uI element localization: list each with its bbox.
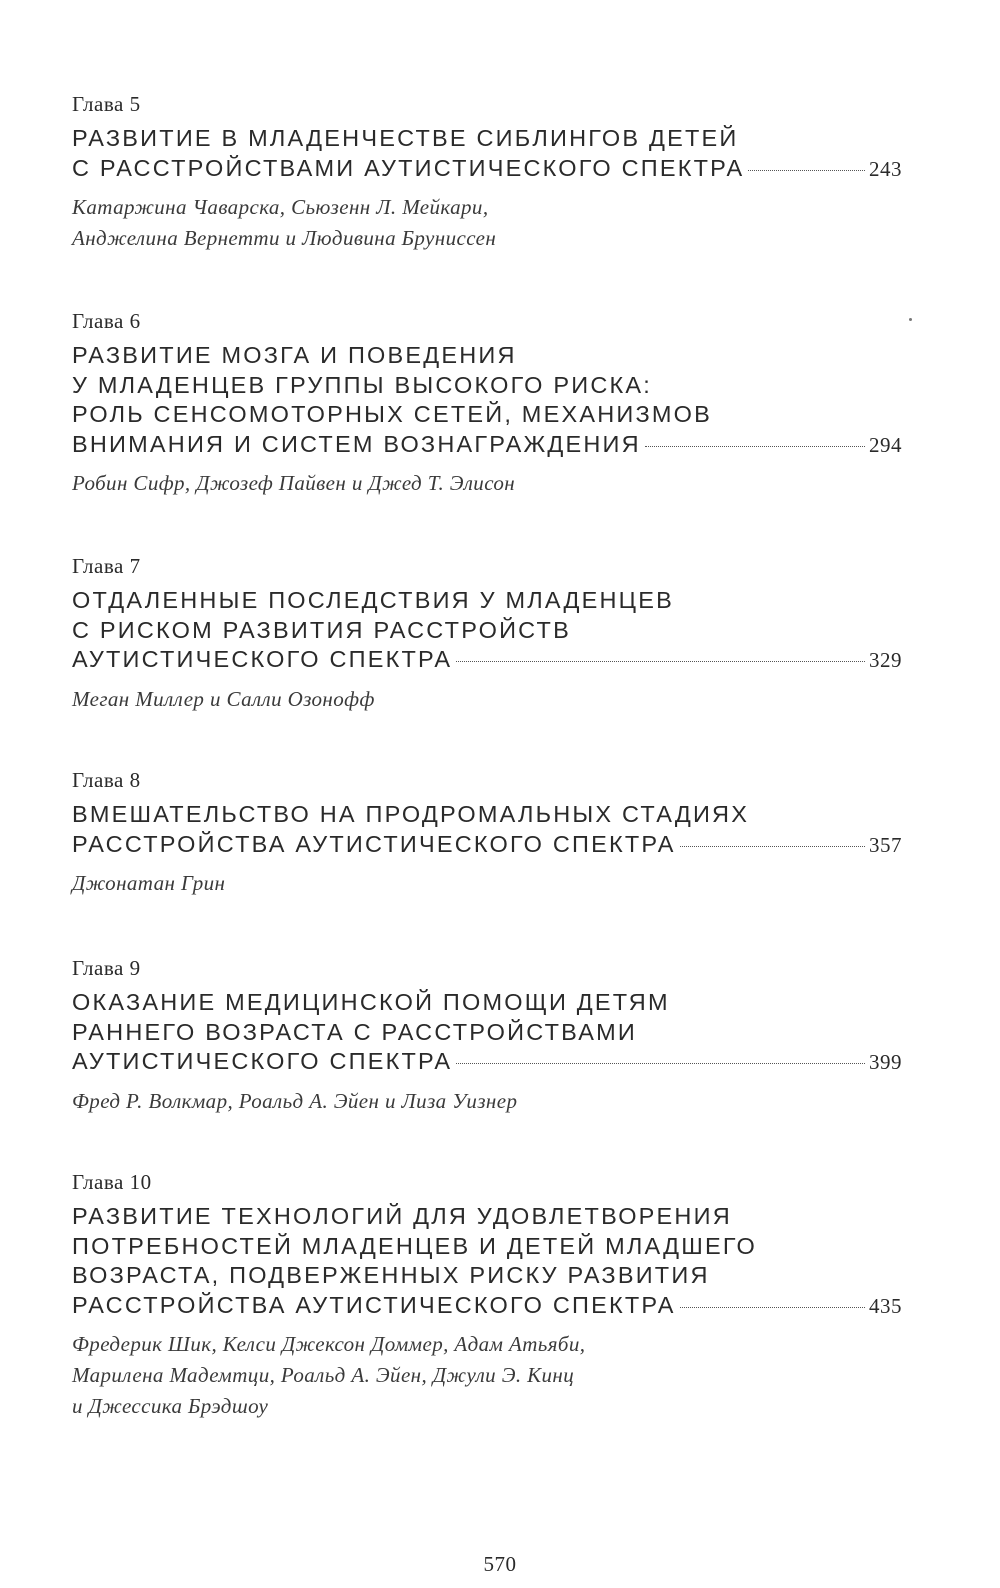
toc-entry-chapter-10[interactable] [72, 1170, 902, 1422]
chapter-authors [72, 192, 902, 254]
chapter-title-last-line [72, 645, 902, 676]
chapter-title-last-line [72, 830, 902, 861]
chapter-title-last-line [72, 1047, 902, 1078]
print-speck [909, 318, 912, 321]
chapter-title-last-line [72, 430, 902, 461]
dot-leader [680, 1307, 865, 1308]
chapter-page-number: 435 [869, 1293, 902, 1318]
author-line: Марилена Мадемтци, Роальд А. Эйен, Джули Э. Кинц [72, 1363, 575, 1387]
dot-leader [748, 170, 865, 171]
author-line: Джонатан Грин [72, 871, 226, 895]
chapter-authors [72, 868, 902, 899]
chapter-page-number: 399 [869, 1050, 902, 1074]
author-line: и Джессика Брэдшоу [72, 1394, 269, 1418]
chapter-title-line: У МЛАДЕНЦЕВ ГРУППЫ ВЫСОКОГО РИСКА: [72, 371, 653, 398]
chapter-title-line: АУТИСТИЧЕСКОГО СПЕКТРА [72, 1048, 453, 1074]
chapter-title [72, 341, 902, 460]
author-line: Анджелина Вернетти и Людивина Бруниссен [72, 226, 497, 250]
chapter-title-line: АУТИСТИЧЕСКОГО СПЕКТРА [72, 646, 453, 672]
dot-leader [456, 1063, 865, 1064]
chapter-title-last-line [72, 1291, 902, 1322]
chapter-title-line: С РИСКОМ РАЗВИТИЯ РАССТРОЙСТВ [72, 616, 571, 643]
chapter-authors [72, 468, 902, 499]
dot-leader [645, 446, 865, 447]
author-line: Катаржина Чаварска, Сьюзенн Л. Мейкари, [72, 195, 489, 219]
chapter-title [72, 988, 902, 1078]
dot-leader [680, 846, 865, 847]
chapter-title [72, 800, 902, 860]
chapter-title-line: РОЛЬ СЕНСОМОТОРНЫХ СЕТЕЙ, МЕХАНИЗМОВ [72, 401, 712, 427]
toc-page [72, 0, 902, 1588]
chapter-title-line: РАННЕГО ВОЗРАСТА С РАССТРОЙСТВАМИ [72, 1018, 637, 1045]
chapter-title [72, 124, 902, 184]
chapter-label: Глава 10 [72, 1170, 152, 1194]
chapter-label: Глава 7 [72, 554, 141, 578]
chapter-authors [72, 1086, 902, 1117]
chapter-title-line: ВОЗРАСТА, ПОДВЕРЖЕННЫХ РИСКУ РАЗВИТИЯ [72, 1262, 710, 1288]
chapter-title [72, 586, 902, 676]
toc-entry-chapter-8[interactable] [72, 768, 902, 899]
chapter-label: Глава 9 [72, 956, 141, 980]
author-line: Фред Р. Волкмар, Роальд А. Эйен и Лиза Уизнер [72, 1088, 518, 1113]
chapter-title-line: РАЗВИТИЕ МОЗГА И ПОВЕДЕНИЯ [72, 342, 517, 368]
chapter-title-line: РАЗВИТИЕ ТЕХНОЛОГИЙ ДЛЯ УДОВЛЕТВОРЕНИЯ [72, 1203, 732, 1229]
chapter-title-line: ПОТРЕБНОСТЕЙ МЛАДЕНЦЕВ И ДЕТЕЙ МЛАДШЕГО [72, 1232, 757, 1259]
chapter-title-line: РАССТРОЙСТВА АУТИСТИЧЕСКОГО СПЕКТРА [72, 830, 676, 857]
chapter-title-last-line [72, 154, 902, 185]
chapter-title-line: С РАССТРОЙСТВАМИ АУТИСТИЧЕСКОГО СПЕКТРА [72, 154, 745, 181]
chapter-title-line: ВНИМАНИЯ И СИСТЕМ ВОЗНАГРАЖДЕНИЯ [72, 430, 641, 457]
chapter-title-line: ВМЕШАТЕЛЬСТВО НА ПРОДРОМАЛЬНЫХ СТАДИЯХ [72, 801, 750, 827]
chapter-page-number: 329 [869, 648, 902, 672]
toc-entry-chapter-7[interactable] [72, 554, 902, 715]
chapter-page-number: 357 [869, 832, 902, 857]
toc-entry-chapter-5[interactable] [72, 92, 902, 254]
chapter-authors [72, 684, 902, 715]
chapter-label: Глава 8 [72, 768, 141, 792]
author-line: Робин Сифр, Джозеф Пайвен и Джед Т. Элисон [72, 471, 516, 495]
page-number: 570 [483, 1552, 517, 1576]
chapter-page-number: 243 [869, 156, 902, 181]
author-line: Фредерик Шик, Келси Джексон Доммер, Адам Атьяби, [72, 1332, 586, 1356]
dot-leader [456, 661, 865, 662]
chapter-title-line: ОТДАЛЕННЫЕ ПОСЛЕДСТВИЯ У МЛАДЕНЦЕВ [72, 587, 674, 613]
chapter-title-line: ОКАЗАНИЕ МЕДИЦИНСКОЙ ПОМОЩИ ДЕТЯМ [72, 989, 670, 1015]
chapter-authors [72, 1329, 902, 1422]
toc-entry-chapter-9[interactable] [72, 956, 902, 1117]
toc-entry-chapter-6[interactable] [72, 309, 902, 499]
chapter-title-line: РАЗВИТИЕ В МЛАДЕНЧЕСТВЕ СИБЛИНГОВ ДЕТЕЙ [72, 125, 739, 151]
chapter-label: Глава 6 [72, 309, 141, 333]
author-line: Меган Миллер и Салли Озонофф [72, 686, 375, 711]
chapter-label: Глава 5 [72, 92, 141, 116]
chapter-title-line: РАССТРОЙСТВА АУТИСТИЧЕСКОГО СПЕКТРА [72, 1291, 676, 1318]
chapter-title [72, 1202, 902, 1321]
chapter-page-number: 294 [869, 432, 902, 457]
